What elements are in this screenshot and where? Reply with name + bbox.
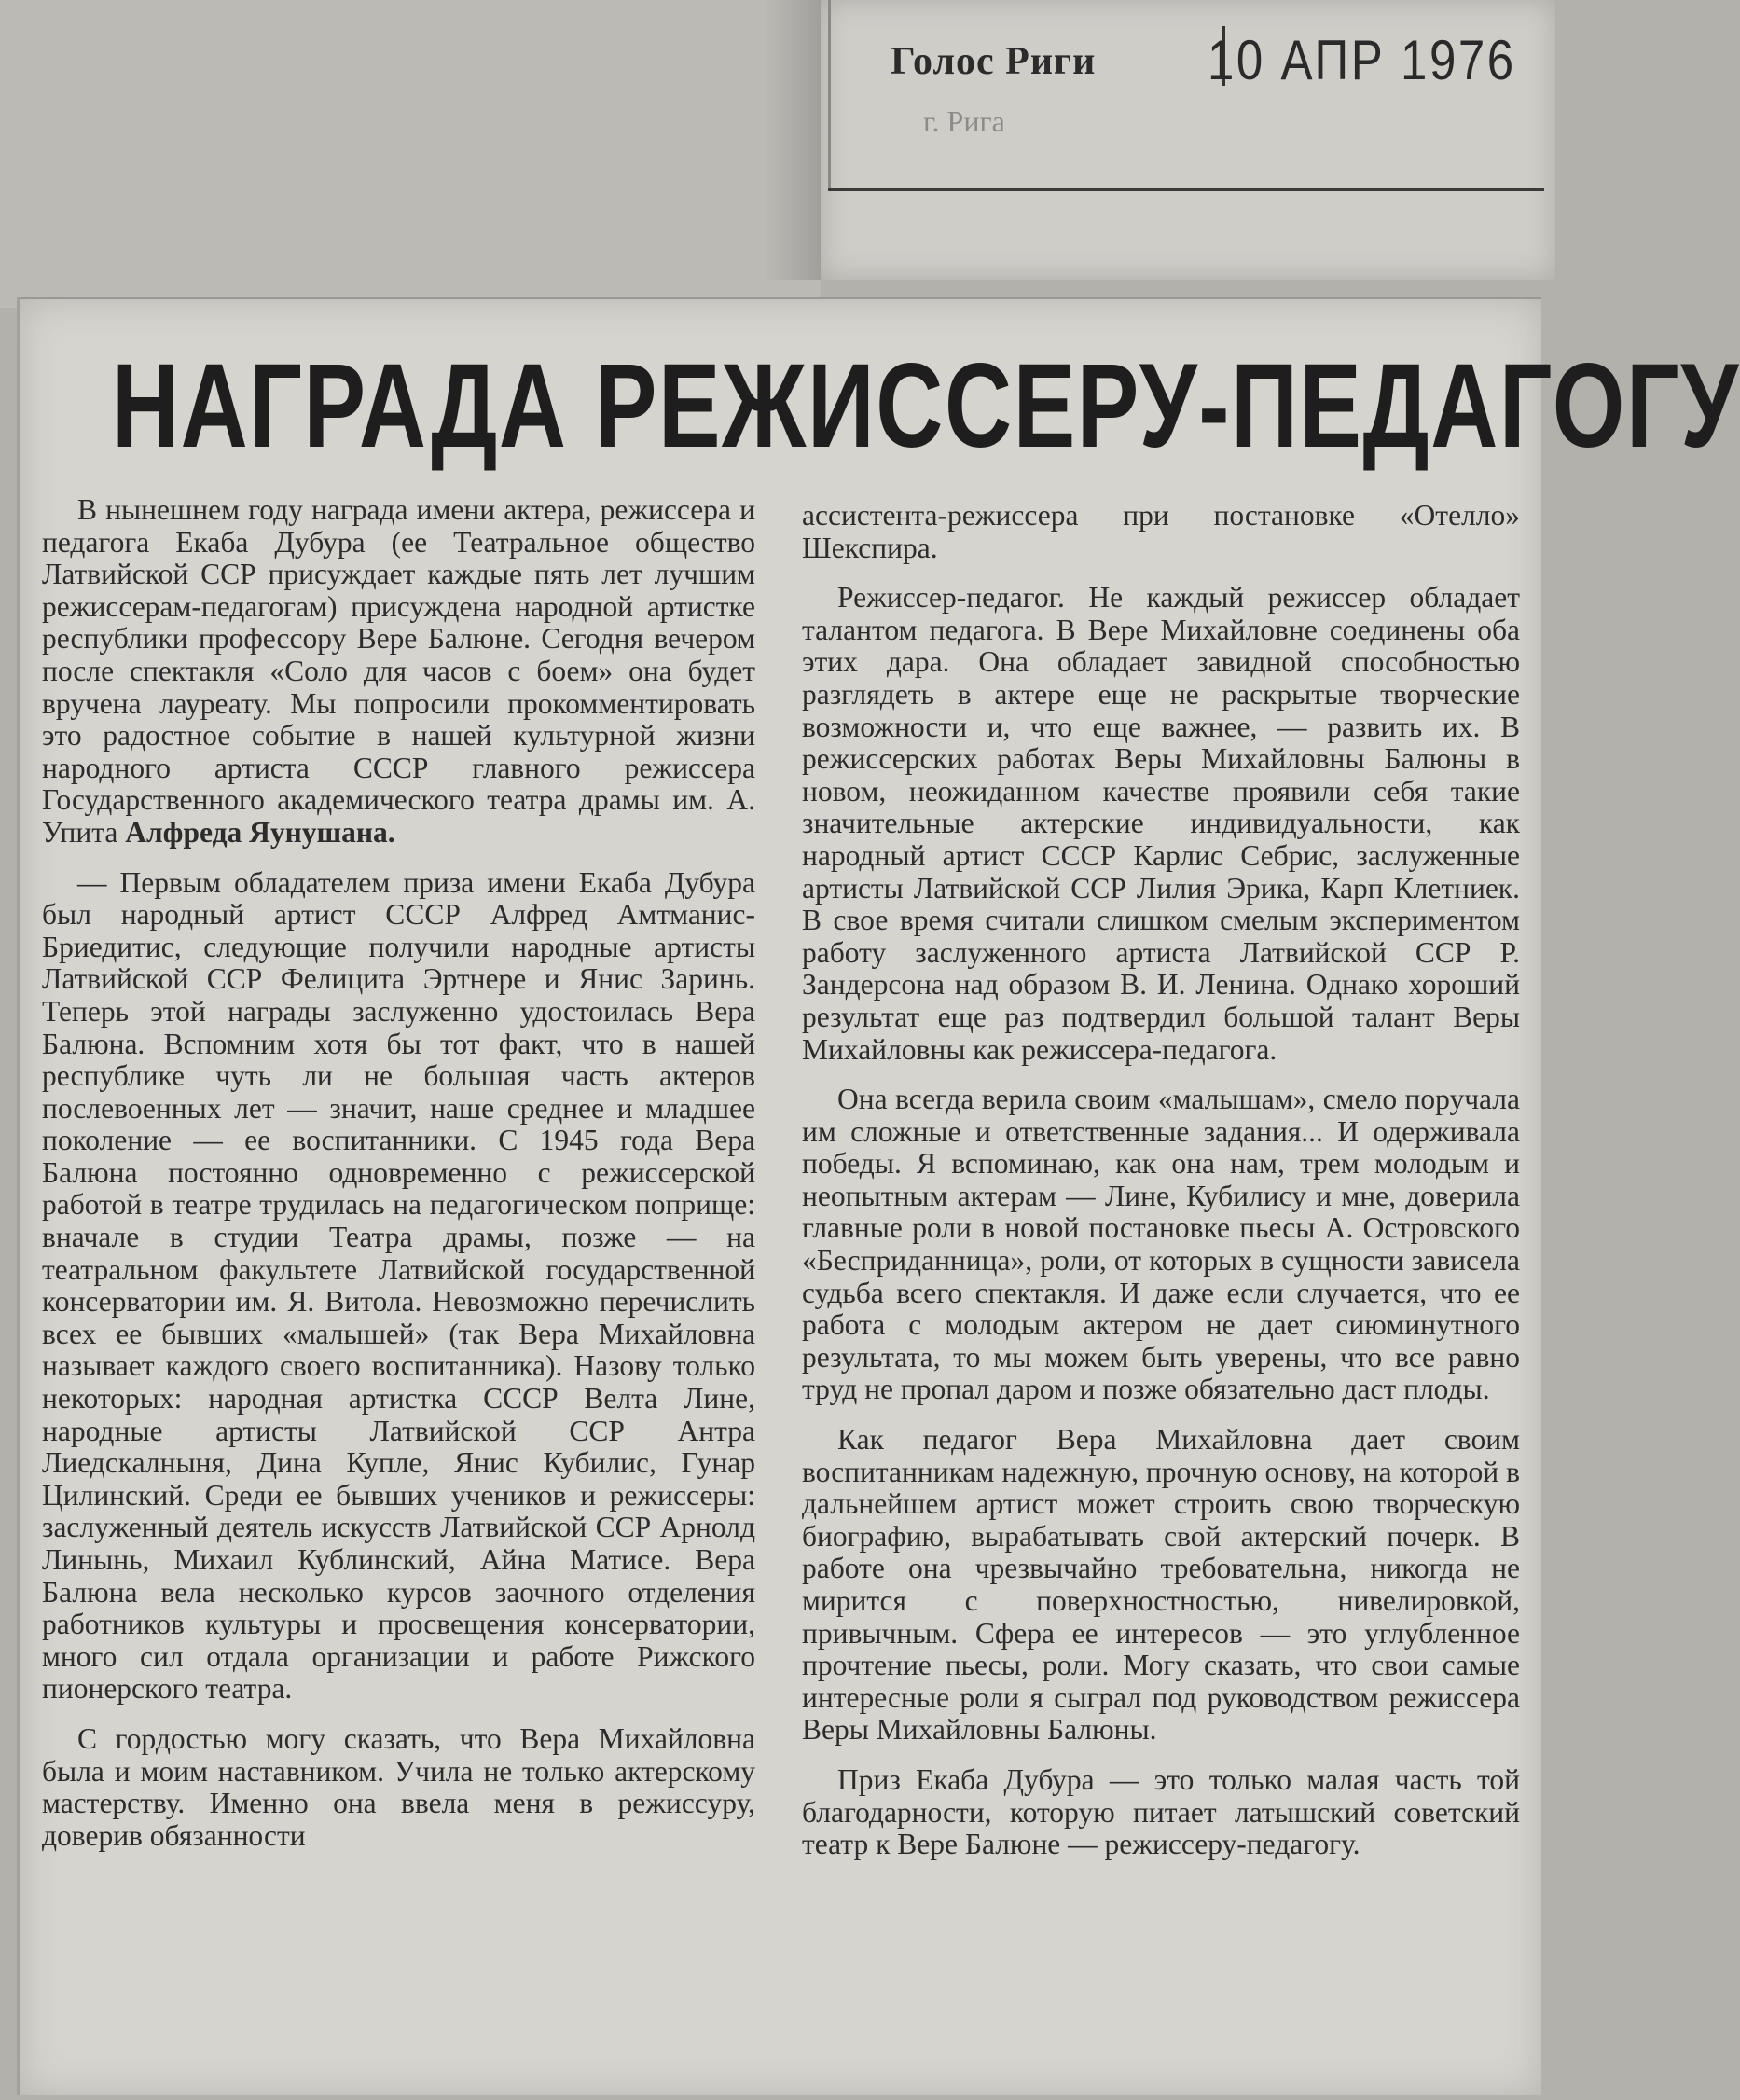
publication-name: Голос Риги (891, 40, 1097, 83)
article-headline: НАГРАДА РЕЖИССЕРУ-ПЕДАГОГУ (112, 339, 1740, 473)
article-paragraph: Приз Екаба Дубура — это только малая часть той благодарности, которую питает латышский советский театр к Вере Балюне — режиссеру-педагогу. (802, 1762, 1520, 1861)
intro-text: В нынешнем году награда имени актера, режиссера и педагога Екаба Дубура (ее Театральное общество Латвийской ССР присуждает каждые пять лет лучшим режиссерам-педагогам) присуждена народной артистке республики профессору Вере Балюне. Сегодня вечером после спектакля «Соло для часов с боем» она будет вручена лауреату. Мы попросили прокомментировать это радостное событие в нашей культурной жизни народного артиста СССР главного режиссера Государственного академического театра драмы им. А. Упита (42, 493, 755, 849)
publication-date: 10 АПР 1976 (1208, 29, 1516, 91)
publication-city: г. Рига (923, 104, 1005, 138)
article-paragraph: Она всегда верила своим «малышам», смело поручала им сложные и ответственные задания... И одерживала победы. Я вспоминаю, как она нам, трем молодым и неопытным актерам — Лине, Кубилису и мне, доверила главные роли в новой постановке пьесы А. Островского «Бесприданница», роли, от которых в сущности зависела судьба всего спектакля. И даже если случается, что ее работа с молодым актером не дает сиюминутного результата, то мы можем быть уверены, что все равно труд не пропал даром и позже обязательно даст плоды. (802, 1083, 1520, 1406)
article-paragraph: Режиссер-педагог. Не каждый режиссер обладает талантом педагога. В Вере Михайловне соединены оба этих дара. Она обладает завидной способностью разглядеть в актере еще не раскрытые творческие возможности и, что еще важнее, — развить их. В режиссерских работах Веры Михайловны Балюны в новом, неожиданном качестве проявили себя такие значительные актерские индивидуальности, как народный артист СССР Карлис Себрис, заслуженные артисты Латвийской ССР Лилия Эрика, Карп Клетниек. В свое время считали слишком смелым экспериментом работу заслуженного артиста Латвийской ССР Р. Зандерсона над образом В. И. Ленина. Однако хороший результат еще раз подтвердил большой талант Веры Михайловны как режиссера-педагога. (802, 581, 1520, 1066)
background-sheet (0, 0, 821, 308)
paper-fold-shadow (765, 0, 821, 280)
continued-paragraph: ассистента-режиссера при постановке «Отелло» Шекспира. (802, 499, 1520, 564)
interviewee-name: Алфреда Яунушана. (125, 815, 395, 849)
article-paragraph: Как педагог Вера Михайловна дает своим воспитанникам надежную, прочную основу, на которой в дальнейшем артист может строить свою творческую биографию, вырабатывать свой актерский почерк. В работе она чрезвычайно требовательна, никогда не мирится с поверхностностью, нивелировкой, привычным. Сфера ее интересов — это углубленное прочтение пьесы, роли. Могу сказать, что свои самые интересные роли я сыграл под руководством режиссера Веры Михайловны Балюны. (802, 1423, 1520, 1747)
stamp-divider-vertical (828, 0, 831, 188)
article-paragraph: С гордостью могу сказать, что Вера Михайловна была и моим наставником. Учила не только актерскому мастерству. Именно она ввела меня в режиссуру, доверив обязанности (42, 1721, 755, 1852)
article-paragraph: — Первым обладателем приза имени Екаба Дубура был народный артист СССР Алфред Амтманис-Бриедитис, следующие получили народные артисты Латвийской ССР Фелицита Эртнере и Янис Заринь. Теперь этой награды заслуженно удостоилась Вера Балюна. Вспомним хотя бы тот факт, что в нашей республике чуть ли не большая часть актеров послевоенных лет — значит, наше среднее и младшее поколение — ее воспитанники. С 1945 года Вера Балюна постоянно одновременно с режиссерской работой в театре трудилась на педагогическом поприще: вначале в студии Театра драмы, позже — на театральном факультете Латвийской государственной консерватории им. Я. Витола. Невозможно перечислить всех ее бывших «малышей» (так Вера Михайловна называет каждого своего воспитанника). Назову только некоторых: народная артистка СССР Велта Лине, народные артисты Латвийской ССР Антра Лиедскалныня, Дина Купле, Янис Кубилис, Гунар Цилинский. Среди ее бывших учеников и режиссеры: заслуженный деятель искусств Латвийской ССР Арнолд Линынь, Михаил Кублинский, Айна Матисе. Вера Балюна вела несколько курсов заочного отделения работников культуры и просвещения консерватории, много сил отдала организации и работе Рижского пионерского театра. (42, 865, 755, 1706)
article-column-right (802, 500, 1520, 1879)
article-column-left (42, 494, 755, 1870)
stamp-divider (828, 188, 1544, 191)
intro-paragraph (42, 494, 755, 850)
